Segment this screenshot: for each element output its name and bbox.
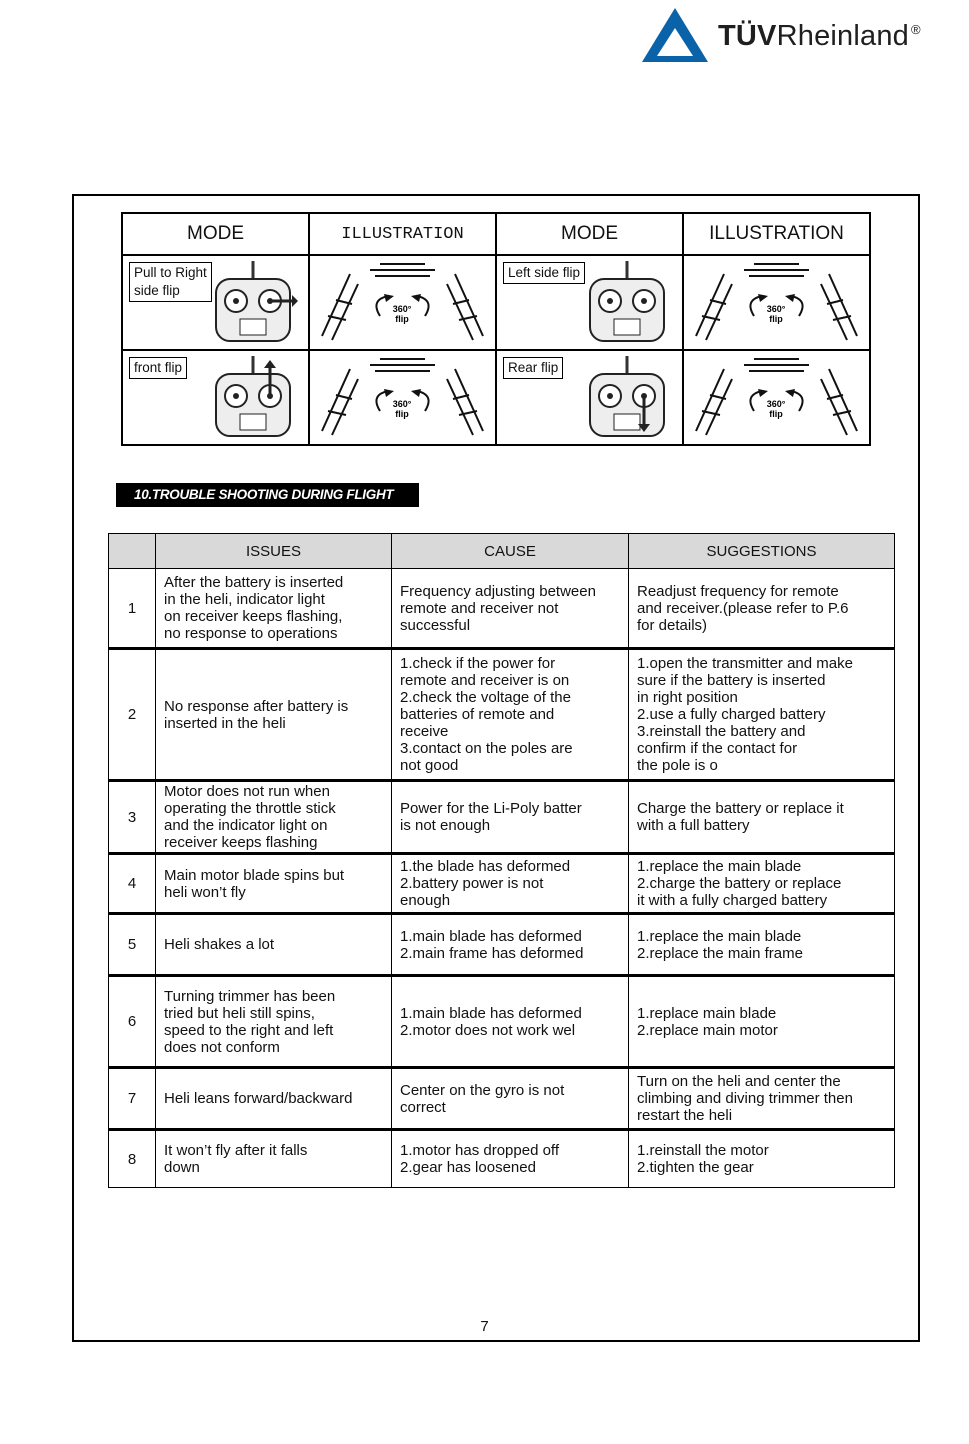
cause-cell: 1.motor has dropped off 2.gear has loosened bbox=[392, 1130, 629, 1188]
cause-cell: Power for the Li-Poly batter is not enough bbox=[392, 781, 629, 854]
suggestion-cell: Turn on the heli and center the climbing and diving trimmer then restart the heli bbox=[629, 1068, 895, 1130]
header-suggestions: SUGGESTIONS bbox=[629, 534, 895, 569]
header-mode-2: MODE bbox=[496, 213, 683, 255]
suggestion-cell: 1.replace the main blade 2.replace the main frame bbox=[629, 914, 895, 976]
table-row bbox=[109, 1130, 895, 1188]
table-row bbox=[109, 976, 895, 1068]
flip-illustration-icon bbox=[310, 351, 495, 444]
issue-cell: Heli leans forward/backward bbox=[156, 1068, 392, 1130]
remote-controller-icon bbox=[208, 354, 298, 440]
tuv-logo bbox=[640, 6, 960, 66]
issue-cell: Heli shakes a lot bbox=[156, 914, 392, 976]
issue-cell: Turning trimmer has been tried but heli still spins, speed to the right and left does not conform bbox=[156, 976, 392, 1068]
table-row bbox=[109, 1068, 895, 1130]
header-number bbox=[109, 534, 156, 569]
header-cause: CAUSE bbox=[392, 534, 629, 569]
mode-label-rear-flip: Rear flip bbox=[503, 357, 563, 379]
row-number: 6 bbox=[109, 976, 156, 1068]
tuv-triangle-icon bbox=[640, 6, 710, 64]
flip-illustration-icon bbox=[684, 256, 869, 349]
row-number: 8 bbox=[109, 1130, 156, 1188]
row-number: 2 bbox=[109, 649, 156, 781]
page-number: 7 bbox=[480, 1318, 489, 1335]
cause-cell: 1.check if the power for remote and receiver is on 2.check the voltage of the batteries of remote and receive 3.contact on the poles are not good bbox=[392, 649, 629, 781]
svg-text:flip: flip bbox=[395, 314, 409, 324]
table-row bbox=[109, 781, 895, 854]
remote-controller-icon bbox=[208, 259, 298, 345]
illustration-right-flip bbox=[309, 255, 496, 350]
row-number: 3 bbox=[109, 781, 156, 854]
svg-text:flip: flip bbox=[769, 314, 783, 324]
mode-label-right-flip: Pull to Right side flip bbox=[129, 262, 212, 302]
flip-illustration-icon bbox=[684, 351, 869, 444]
brand-name: TÜVRheinland ® bbox=[718, 20, 921, 52]
suggestion-cell: 1.replace main blade 2.replace main motor bbox=[629, 976, 895, 1068]
svg-text:360°: 360° bbox=[392, 399, 412, 409]
table-row bbox=[109, 569, 895, 649]
svg-text:360°: 360° bbox=[392, 304, 412, 314]
row-number: 5 bbox=[109, 914, 156, 976]
svg-text:360°: 360° bbox=[766, 304, 786, 314]
row-number: 7 bbox=[109, 1068, 156, 1130]
cause-cell: Frequency adjusting between remote and receiver not successful bbox=[392, 569, 629, 649]
mode-rear-flip bbox=[496, 350, 683, 445]
suggestion-cell: Charge the battery or replace it with a full battery bbox=[629, 781, 895, 854]
table-row bbox=[109, 854, 895, 914]
table-row bbox=[109, 649, 895, 781]
mode-front-flip bbox=[122, 350, 309, 445]
remote-controller-icon bbox=[582, 259, 672, 345]
header-issues: ISSUES bbox=[156, 534, 392, 569]
illustration-front-flip bbox=[309, 350, 496, 445]
mode-left-flip bbox=[496, 255, 683, 350]
flip-modes-table bbox=[121, 212, 871, 446]
suggestion-cell: Readjust frequency for remote and receiver.(please refer to P.6 for details) bbox=[629, 569, 895, 649]
trouble-shooting-table bbox=[108, 533, 895, 1188]
issue-cell: Motor does not run when operating the throttle stick and the indicator light on receiver keeps flashing bbox=[156, 781, 392, 854]
cause-cell: 1.main blade has deformed 2.motor does not work wel bbox=[392, 976, 629, 1068]
illustration-left-flip bbox=[683, 255, 870, 350]
mode-right-flip bbox=[122, 255, 309, 350]
issue-cell: It won’t fly after it falls down bbox=[156, 1130, 392, 1188]
remote-controller-icon bbox=[582, 354, 672, 440]
svg-text:flip: flip bbox=[395, 409, 409, 419]
issue-cell: Main motor blade spins but heli won’t fly bbox=[156, 854, 392, 914]
table-row bbox=[109, 914, 895, 976]
svg-text:flip: flip bbox=[769, 409, 783, 419]
row-number: 4 bbox=[109, 854, 156, 914]
header-mode-1: MODE bbox=[122, 213, 309, 255]
flip-illustration-icon bbox=[310, 256, 495, 349]
row-number: 1 bbox=[109, 569, 156, 649]
mode-label-front-flip: front flip bbox=[129, 357, 187, 379]
section-title: 10.TROUBLE SHOOTING DURING FLIGHT bbox=[116, 483, 419, 507]
cause-cell: 1.the blade has deformed 2.battery power is not enough bbox=[392, 854, 629, 914]
mode-label-left-flip: Left side flip bbox=[503, 262, 585, 284]
suggestion-cell: 1.open the transmitter and make sure if the battery is inserted in right position 2.use a fully charged battery 3.reinstall the battery and confirm if the contact for the pole is o bbox=[629, 649, 895, 781]
illustration-rear-flip bbox=[683, 350, 870, 445]
suggestion-cell: 1.replace the main blade 2.charge the battery or replace it with a fully charged battery bbox=[629, 854, 895, 914]
header-illustration-1: ILLUSTRATION bbox=[309, 213, 496, 255]
suggestion-cell: 1.reinstall the motor 2.tighten the gear bbox=[629, 1130, 895, 1188]
svg-text:360°: 360° bbox=[766, 399, 786, 409]
cause-cell: Center on the gyro is not correct bbox=[392, 1068, 629, 1130]
cause-cell: 1.main blade has deformed 2.main frame has deformed bbox=[392, 914, 629, 976]
header-illustration-2: ILLUSTRATION bbox=[683, 213, 870, 255]
issue-cell: After the battery is inserted in the heli, indicator light on receiver keeps flashing, no response to operations bbox=[156, 569, 392, 649]
issue-cell: No response after battery is inserted in the heli bbox=[156, 649, 392, 781]
